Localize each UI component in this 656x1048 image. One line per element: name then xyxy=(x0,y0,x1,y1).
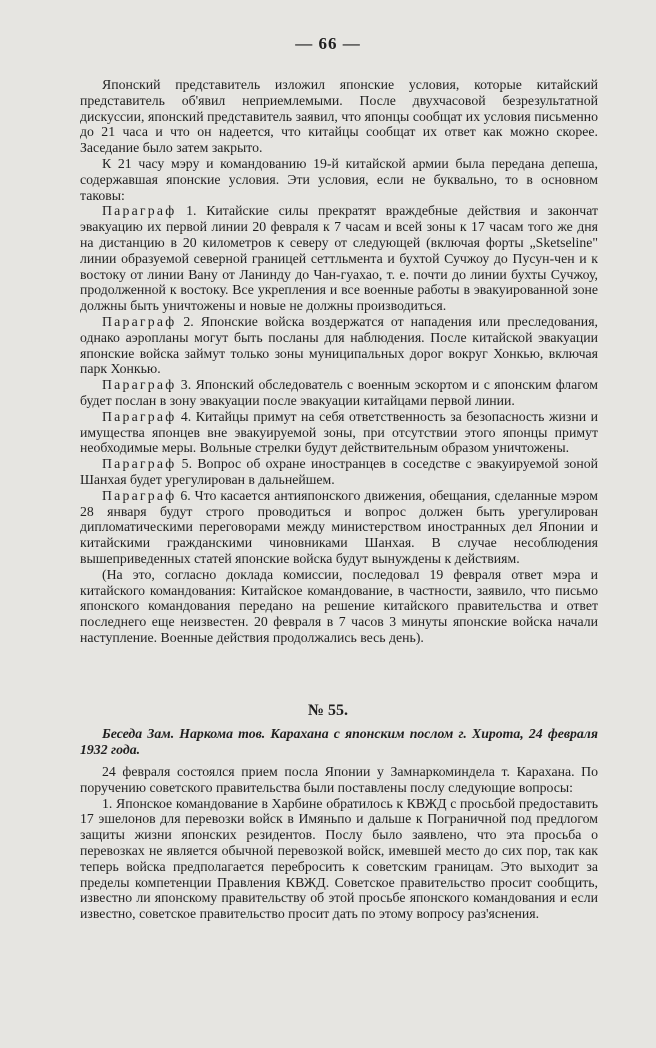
paragraph-text: 1. Китайские силы прекратят враждебные действия и закончат эвакуацию их первой линии 20 февраля к 7 часам и всей зоны к 17 часам того же дня на дистанцию в 20 километров к северу от следующей (включая форты „Sketseline" линии образуемой северной границей сеттльмента и бухтой Сучжоу до Пусун-чен и к востоку от линии Вану от Ланинду до Чан-гуахао, т. е. почти до линии бухты Сучжоу, продолженной к востоку. Все укрепления и все военные работы в эвакуированной зоне должны быть уничтожены и новые не должны производиться. xyxy=(80,203,598,314)
paragraph-text: (На это, согласно доклада комиссии, последовал 19 февраля ответ мэра и китайского командования: Китайское командование, в частности, заявило, что письмо японского командования передано на решение китайского правительства и ответ последнего еще неизвестен. 20 февраля в 7 часов 3 минуты японские войска начали наступление. Военные действия продолжались весь день). xyxy=(80,566,598,645)
paragraph-3 xyxy=(80,377,598,409)
paragraph-label: Параграф xyxy=(102,487,177,503)
paragraph-label: Параграф xyxy=(102,313,177,329)
paragraph-text: К 21 часу мэру и командованию 19-й китайской армии была передана депеша, содержавшая японские условия. Эти условия, если не буквально, то в основном таковы: xyxy=(80,155,598,203)
paragraph-label: Параграф xyxy=(102,408,177,424)
page-number: — 66 — xyxy=(295,34,361,53)
paragraph-text: 3. Японский обследователь с военным эскортом и с японским флагом будет послан в зону эвакуации после эвакуации китайцами первой линии. xyxy=(80,377,598,408)
paragraph-5 xyxy=(80,456,598,488)
paragraph-label: Параграф xyxy=(102,203,177,219)
paragraph-6 xyxy=(80,488,598,567)
conversation-body xyxy=(80,764,598,922)
paragraph-label: Параграф xyxy=(102,377,177,393)
paragraph xyxy=(80,764,598,796)
commission-note xyxy=(80,567,598,646)
paragraph xyxy=(80,796,598,922)
paragraph xyxy=(80,77,598,156)
paragraph-2 xyxy=(80,314,598,377)
report-body xyxy=(80,77,598,646)
paragraph-4 xyxy=(80,409,598,456)
document-number: № 55. xyxy=(307,702,349,719)
paragraph-text: 1. Японское командование в Харбине обратилось к КВЖД с просьбой предоставить 17 эшелонов для перевозки войск в Имяньпо и дальше к Пограничной под предлогом защиты жизни японских резидентов. Послу было заявлено, что эта просьба о перевозках не является обычной перевозкой войск, имевшей место до сих пор, так как теперь войска предполагается перебросить к советским границам. Это выходит за пределы компетенции Правления КВЖД. Советское правительство просит сообщить, известно ли японскому правительству об этой просьбе японского командования и если известно, советское правительство просит дать по этому вопросу раз'яснения. xyxy=(80,795,598,922)
paragraph xyxy=(80,156,598,203)
paragraph-text: 2. Японские войска воздержатся от нападения или преследования, однако аэропланы могут быть посланы для наблюдения. После китайской эвакуации японские войска займут только зоны муниципальных дорог вокруг Хонкью, включая парк Хонкью. xyxy=(80,313,598,377)
paragraph-1 xyxy=(80,203,598,314)
document-heading: Беседа Зам. Наркома тов. Карахана с японским послом г. Хирота, 24 февраля 1932 года. xyxy=(80,726,598,757)
paragraph-text: 6. Что касается антияпонского движения, обещания, сделанные мэром 28 января будут строго проводиться и вопрос должен быть урегулирован дипломатическими переговорами между министерством иностранных дел Японии и китайскими гражданскими чиновниками Шанхая. В случае несоблюдения вышеприведенных статей японские войска будут вынуждены к действиям. xyxy=(80,487,598,566)
paragraph-label: Параграф xyxy=(102,456,177,472)
paragraph-text: 24 февраля состоялся прием посла Японии у Замнаркоминдела т. Карахана. По поручению советского правительства были поставлены послу следующие вопросы: xyxy=(80,764,598,795)
paragraph-text: Японский представитель изложил японские условия, которые китайский представитель об'явил неприемлемыми. После двухчасовой безрезультатной дискуссии, японский представитель заявил, что японцы сообщат их условия письменно до 21 часа и что он надеется, что китайцы сообщат их ответ как можно скорее. Заседание было затем закрыто. xyxy=(80,77,598,156)
paragraph-text: 5. Вопрос об охране иностранцев в соседстве с эвакуируемой зоной Шанхая будет урегулирован в дальнейшем. xyxy=(80,456,598,487)
paragraph-text: 4. Китайцы примут на себя ответственность за безопасность жизни и имущества японцев вне эвакуируемой зоны, при отсутствии этого японцы примут необходимые меры. Вольные стрелки будут действительным образом уничтожены. xyxy=(80,408,598,456)
